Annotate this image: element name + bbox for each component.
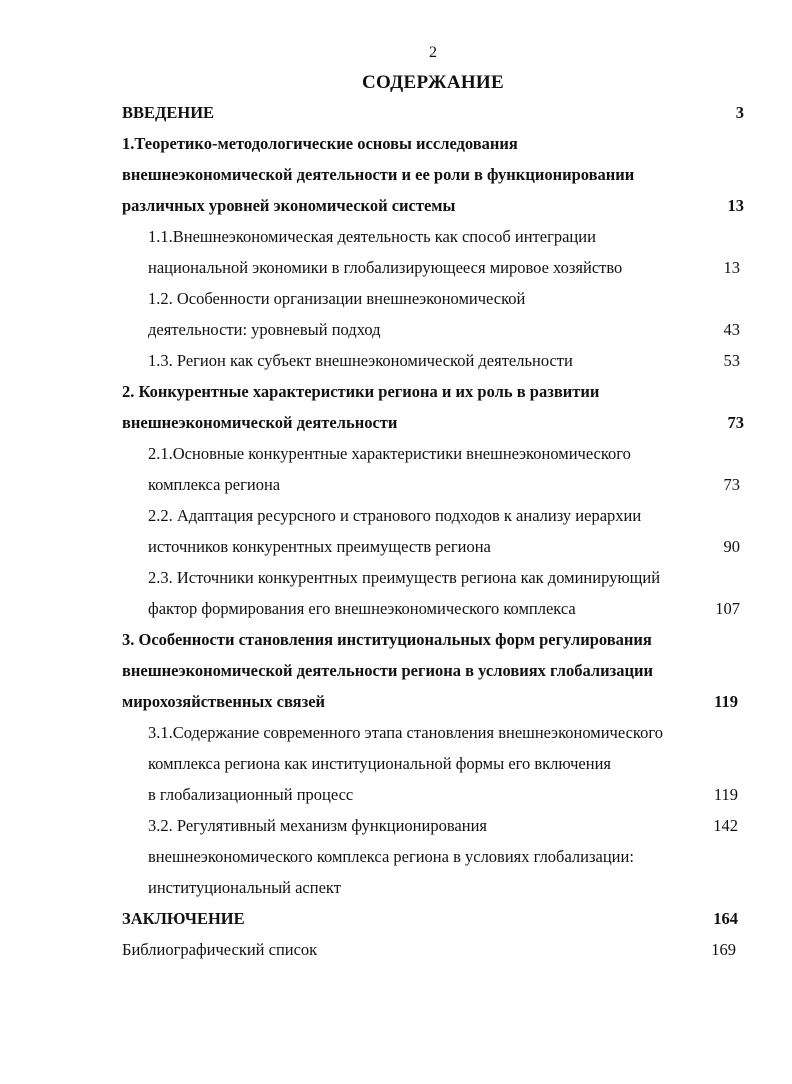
- toc-entry-title: 2.1.Основные конкурентные характеристики внешнеэкономического: [148, 444, 631, 463]
- toc-entry-title-continued: внешнеэкономического комплекса региона в условиях глобализации:: [148, 847, 634, 866]
- toc-entry-title-continued: внешнеэкономической деятельности региона в условиях глобализации: [122, 661, 654, 680]
- toc-entry-page: 119: [713, 785, 738, 804]
- toc-entry-title: ВВЕДЕНИЕ: [122, 103, 215, 122]
- toc-entry-section-2-2: [0, 500, 792, 531]
- table-of-contents: [0, 97, 792, 965]
- toc-entry-section-1-1: [0, 221, 792, 252]
- toc-entry-title: Библиографический список: [122, 940, 318, 959]
- toc-entry-page: 13: [723, 258, 740, 277]
- toc-entry-section-2-3: [0, 562, 792, 593]
- toc-entry-title-continued: комплекса региона: [148, 475, 281, 494]
- toc-entry-title: 3.2. Регулятивный механизм функционирования: [148, 816, 487, 835]
- toc-entry-page: 43: [723, 320, 740, 339]
- toc-entry-title-continued: национальной экономики в глобализирующееся мировое хозяйство: [148, 258, 623, 277]
- toc-entry-title: 2.2. Адаптация ресурсного и странового подходов к анализу иерархии: [148, 506, 642, 525]
- toc-entry-introduction: [0, 97, 792, 128]
- toc-entry-title-continued: деятельности: уровневый подход: [148, 320, 381, 339]
- toc-entry-title: 1.2. Особенности организации внешнеэкономической: [148, 289, 526, 308]
- toc-entry-title: 3. Особенности становления институциональных форм регулирования: [122, 630, 652, 649]
- toc-heading: СОДЕРЖАНИЕ: [362, 72, 504, 93]
- toc-entry-title: 2. Конкурентные характеристики региона и их роль в развитии: [122, 382, 600, 401]
- toc-entry-title-continued: внешнеэкономической деятельности и ее роли в функционировании: [122, 165, 635, 184]
- toc-entry-conclusion: [0, 903, 792, 934]
- toc-entry-page: 164: [713, 909, 738, 928]
- toc-entry-page: 73: [723, 475, 740, 494]
- toc-entry-title-continued: мирохозяйственных связей: [122, 692, 326, 711]
- toc-entry-page: 90: [723, 537, 740, 556]
- toc-entry-title-continued: различных уровней экономической системы: [122, 196, 456, 215]
- toc-entry-title-continued: источников конкурентных преимуществ региона: [148, 537, 491, 556]
- toc-entry-page: 3: [735, 103, 744, 122]
- toc-entry-page: 119: [714, 692, 738, 711]
- toc-entry-section-2-1: [0, 438, 792, 469]
- toc-entry-page: 13: [727, 196, 744, 215]
- toc-entry-title: 1.Теоретико-методологические основы исследования: [122, 134, 518, 153]
- toc-entry-chapter-3: [0, 624, 792, 655]
- toc-entry-title: 1.3. Регион как субъект внешнеэкономической деятельности: [148, 351, 573, 370]
- toc-entry-section-3-2: [0, 810, 792, 841]
- page-number: 2: [429, 44, 437, 61]
- toc-entry-bibliography: [0, 934, 792, 965]
- toc-entry-title-continued: комплекса региона как институциональной формы его включения: [148, 754, 611, 773]
- toc-entry-title-continued: внешнеэкономической деятельности: [122, 413, 398, 432]
- toc-entry-title-continued: в глобализационный процесс: [148, 785, 354, 804]
- toc-entry-page: 107: [715, 599, 740, 618]
- toc-entry-page: 169: [711, 940, 736, 959]
- toc-entry-title-continued: институциональный аспект: [148, 878, 341, 897]
- toc-entry-title: 2.3. Источники конкурентных преимуществ региона как доминирующий: [148, 568, 661, 587]
- toc-entry-section-3-1: [0, 717, 792, 748]
- toc-entry-chapter-1: [0, 128, 792, 159]
- toc-entry-title: 1.1.Внешнеэкономическая деятельность как способ интеграции: [148, 227, 596, 246]
- toc-entry-title: ЗАКЛЮЧЕНИЕ: [122, 909, 245, 928]
- toc-entry-section-1-3: [0, 345, 792, 376]
- toc-entry-title: 3.1.Содержание современного этапа становления внешнеэкономического: [148, 723, 663, 742]
- toc-entry-title-continued: фактор формирования его внешнеэкономического комплекса: [148, 599, 576, 618]
- toc-entry-page: 73: [727, 413, 744, 432]
- toc-entry-page: 53: [723, 351, 740, 370]
- toc-entry-section-1-2: [0, 283, 792, 314]
- toc-entry-page: 142: [713, 816, 738, 835]
- toc-entry-chapter-2: [0, 376, 792, 407]
